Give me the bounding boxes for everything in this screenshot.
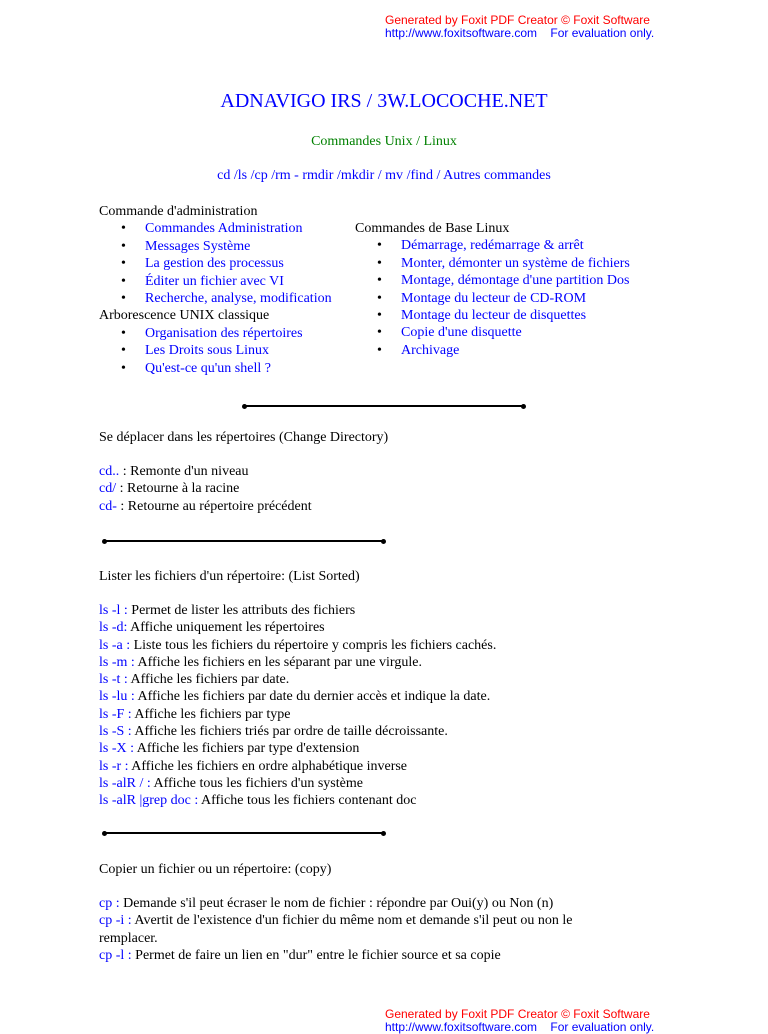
nav-link-autres[interactable]: Autres commandes	[443, 168, 551, 183]
foxit-watermark-top	[385, 14, 654, 40]
base-link-2[interactable]: Monter, démonter un système de fichiers	[401, 255, 630, 271]
ls-heading: Lister les fichiers d'un répertoire: (List Sorted)	[99, 569, 360, 584]
nav-link-rm[interactable]: rm - rmdir	[275, 168, 334, 183]
divider-1	[244, 405, 524, 407]
ls-cmd[interactable]: ls -F :	[99, 706, 132, 722]
arbo-link-1[interactable]: Organisation des répertoires	[145, 325, 303, 341]
ls-row: ls -m : Affiche les fichiers en les séparant par une virgule.	[99, 654, 422, 670]
cp-cmd[interactable]: cp -i :	[99, 913, 132, 929]
foxit-generated-text: Generated by Foxit PDF Creator © Foxit Software	[385, 13, 650, 27]
ls-cmd[interactable]: ls -m :	[99, 654, 135, 670]
foxit-generated-text: Generated by Foxit PDF Creator © Foxit Software	[385, 1007, 650, 1021]
ls-cmd[interactable]: ls -l :	[99, 603, 128, 618]
ls-cmd[interactable]: ls -S :	[99, 724, 132, 740]
arbo-heading: Arborescence UNIX classique	[99, 308, 270, 324]
base-link-7[interactable]: Archivage	[401, 342, 460, 358]
arbo-link-2[interactable]: Les Droits sous Linux	[145, 343, 270, 359]
base-link-6[interactable]: Copie d'une disquette	[401, 325, 522, 341]
cd-cmd[interactable]: cd-	[99, 498, 117, 514]
cp-cmd[interactable]: cp -l :	[99, 947, 132, 963]
foxit-url-link[interactable]: http://www.foxitsoftware.com	[385, 1020, 538, 1034]
page-subtitle: Commandes Unix / Linux	[311, 134, 457, 149]
foxit-eval-text: For evaluation only.	[550, 26, 655, 40]
ls-cmd[interactable]: ls -alR / :	[99, 775, 151, 791]
cd-row: cd/ : Retourne à la racine	[99, 481, 240, 497]
ls-row: ls -d: Affiche uniquement les répertoires	[99, 620, 325, 636]
base-link-4[interactable]: Montage du lecteur de CD-ROM	[401, 290, 587, 306]
ls-cmd[interactable]: ls -d:	[99, 620, 128, 636]
ls-row: ls -alR |grep doc : Affiche tous les fichiers contenant doc	[99, 793, 417, 809]
nav-link-cd[interactable]: cd	[217, 168, 231, 183]
arbo-list	[99, 325, 332, 377]
ls-cmd[interactable]: ls -alR |grep doc :	[99, 793, 199, 809]
nav-link-mv[interactable]: mv	[385, 168, 404, 183]
cd-row: cd.. : Remonte d'un niveau	[99, 464, 249, 479]
admin-link-3[interactable]: La gestion des processus	[145, 256, 284, 272]
cd-heading: Se déplacer dans les répertoires (Change Directory)	[99, 430, 389, 445]
ls-row: ls -l : Permet de lister les attributs des fichiers	[99, 603, 356, 618]
nav-link-cp[interactable]: cp	[254, 168, 268, 183]
foxit-url-link[interactable]: http://www.foxitsoftware.com	[385, 26, 538, 40]
ls-cmd[interactable]: ls -r :	[99, 758, 129, 774]
command-nav: cd /ls /cp /rm - rmdir /mkdir / mv /find / Autres commandes	[217, 168, 551, 183]
nav-link-find[interactable]: find	[410, 168, 434, 183]
base-link-3[interactable]: Montage, démontage d'une partition Dos	[401, 273, 630, 289]
cd-list	[99, 463, 312, 515]
cp-heading: Copier un fichier ou un répertoire: (copy)	[99, 862, 332, 877]
ls-cmd[interactable]: ls -lu :	[99, 689, 135, 705]
ls-list	[99, 602, 496, 810]
cd-cmd[interactable]: cd..	[99, 464, 120, 479]
foxit-watermark-bottom	[385, 1008, 654, 1034]
ls-cmd[interactable]: ls -X :	[99, 741, 134, 757]
cp-list	[99, 895, 572, 964]
ls-row: ls -t : Affiche les fichiers par date.	[99, 672, 290, 688]
base-heading: Commandes de Base Linux	[355, 221, 510, 236]
cp-row: cp -i : Avertit de l'existence d'un fichier du même nom et demande s'il peut ou non le	[99, 913, 573, 929]
ls-cmd[interactable]: ls -a :	[99, 637, 131, 653]
ls-row: ls -S : Affiche les fichiers triés par ordre de taille décroissante.	[99, 724, 448, 740]
ls-row: ls -alR / : Affiche tous les fichiers d'un système	[99, 775, 363, 791]
ls-row: ls -lu : Affiche les fichiers par date du dernier accès et indique la date.	[99, 689, 491, 705]
nav-link-ls[interactable]: ls	[237, 168, 248, 183]
admin-list	[99, 220, 332, 307]
base-list	[355, 237, 630, 359]
ls-row: ls -r : Affiche les fichiers en ordre alphabétique inverse	[99, 758, 408, 774]
cp-row-continuation: remplacer.	[99, 930, 158, 946]
base-link-5[interactable]: Montage du lecteur de disquettes	[401, 307, 587, 323]
foxit-eval-text: For evaluation only.	[550, 1020, 655, 1034]
cp-row: cp : Demande s'il peut écraser le nom de fichier : répondre par Oui(y) ou Non (n)	[99, 896, 554, 911]
admin-link-2[interactable]: Messages Système	[145, 238, 251, 254]
admin-link-5[interactable]: Recherche, analyse, modification	[145, 290, 332, 306]
divider-3	[104, 832, 384, 834]
admin-link-4[interactable]: Éditer un fichier avec VI	[145, 273, 284, 289]
ls-row: ls -F : Affiche les fichiers par type	[99, 706, 291, 722]
left-column	[99, 203, 332, 377]
admin-heading: Commande d'administration	[99, 204, 258, 219]
cp-row: cp -l : Permet de faire un lien en "dur" entre le fichier source et sa copie	[99, 947, 501, 963]
right-column	[355, 220, 630, 359]
ls-row: ls -a : Liste tous les fichiers du répertoire y compris les fichiers cachés.	[99, 637, 497, 653]
cd-cmd[interactable]: cd/	[99, 481, 117, 497]
cd-row: cd- : Retourne au répertoire précédent	[99, 498, 312, 514]
cp-cmd[interactable]: cp :	[99, 896, 120, 911]
admin-link-1[interactable]: Commandes Administration	[145, 221, 303, 237]
page-title: ADNAVIGO IRS / 3W.LOCOCHE.NET	[220, 90, 548, 112]
arbo-link-3[interactable]: Qu'est-ce qu'un shell ?	[145, 360, 271, 376]
ls-cmd[interactable]: ls -t :	[99, 672, 128, 688]
base-link-1[interactable]: Démarrage, redémarrage & arrêt	[401, 238, 584, 254]
nav-link-mkdir[interactable]: mkdir	[340, 168, 375, 183]
divider-2	[104, 540, 384, 542]
ls-row: ls -X : Affiche les fichiers par type d'extension	[99, 741, 360, 757]
